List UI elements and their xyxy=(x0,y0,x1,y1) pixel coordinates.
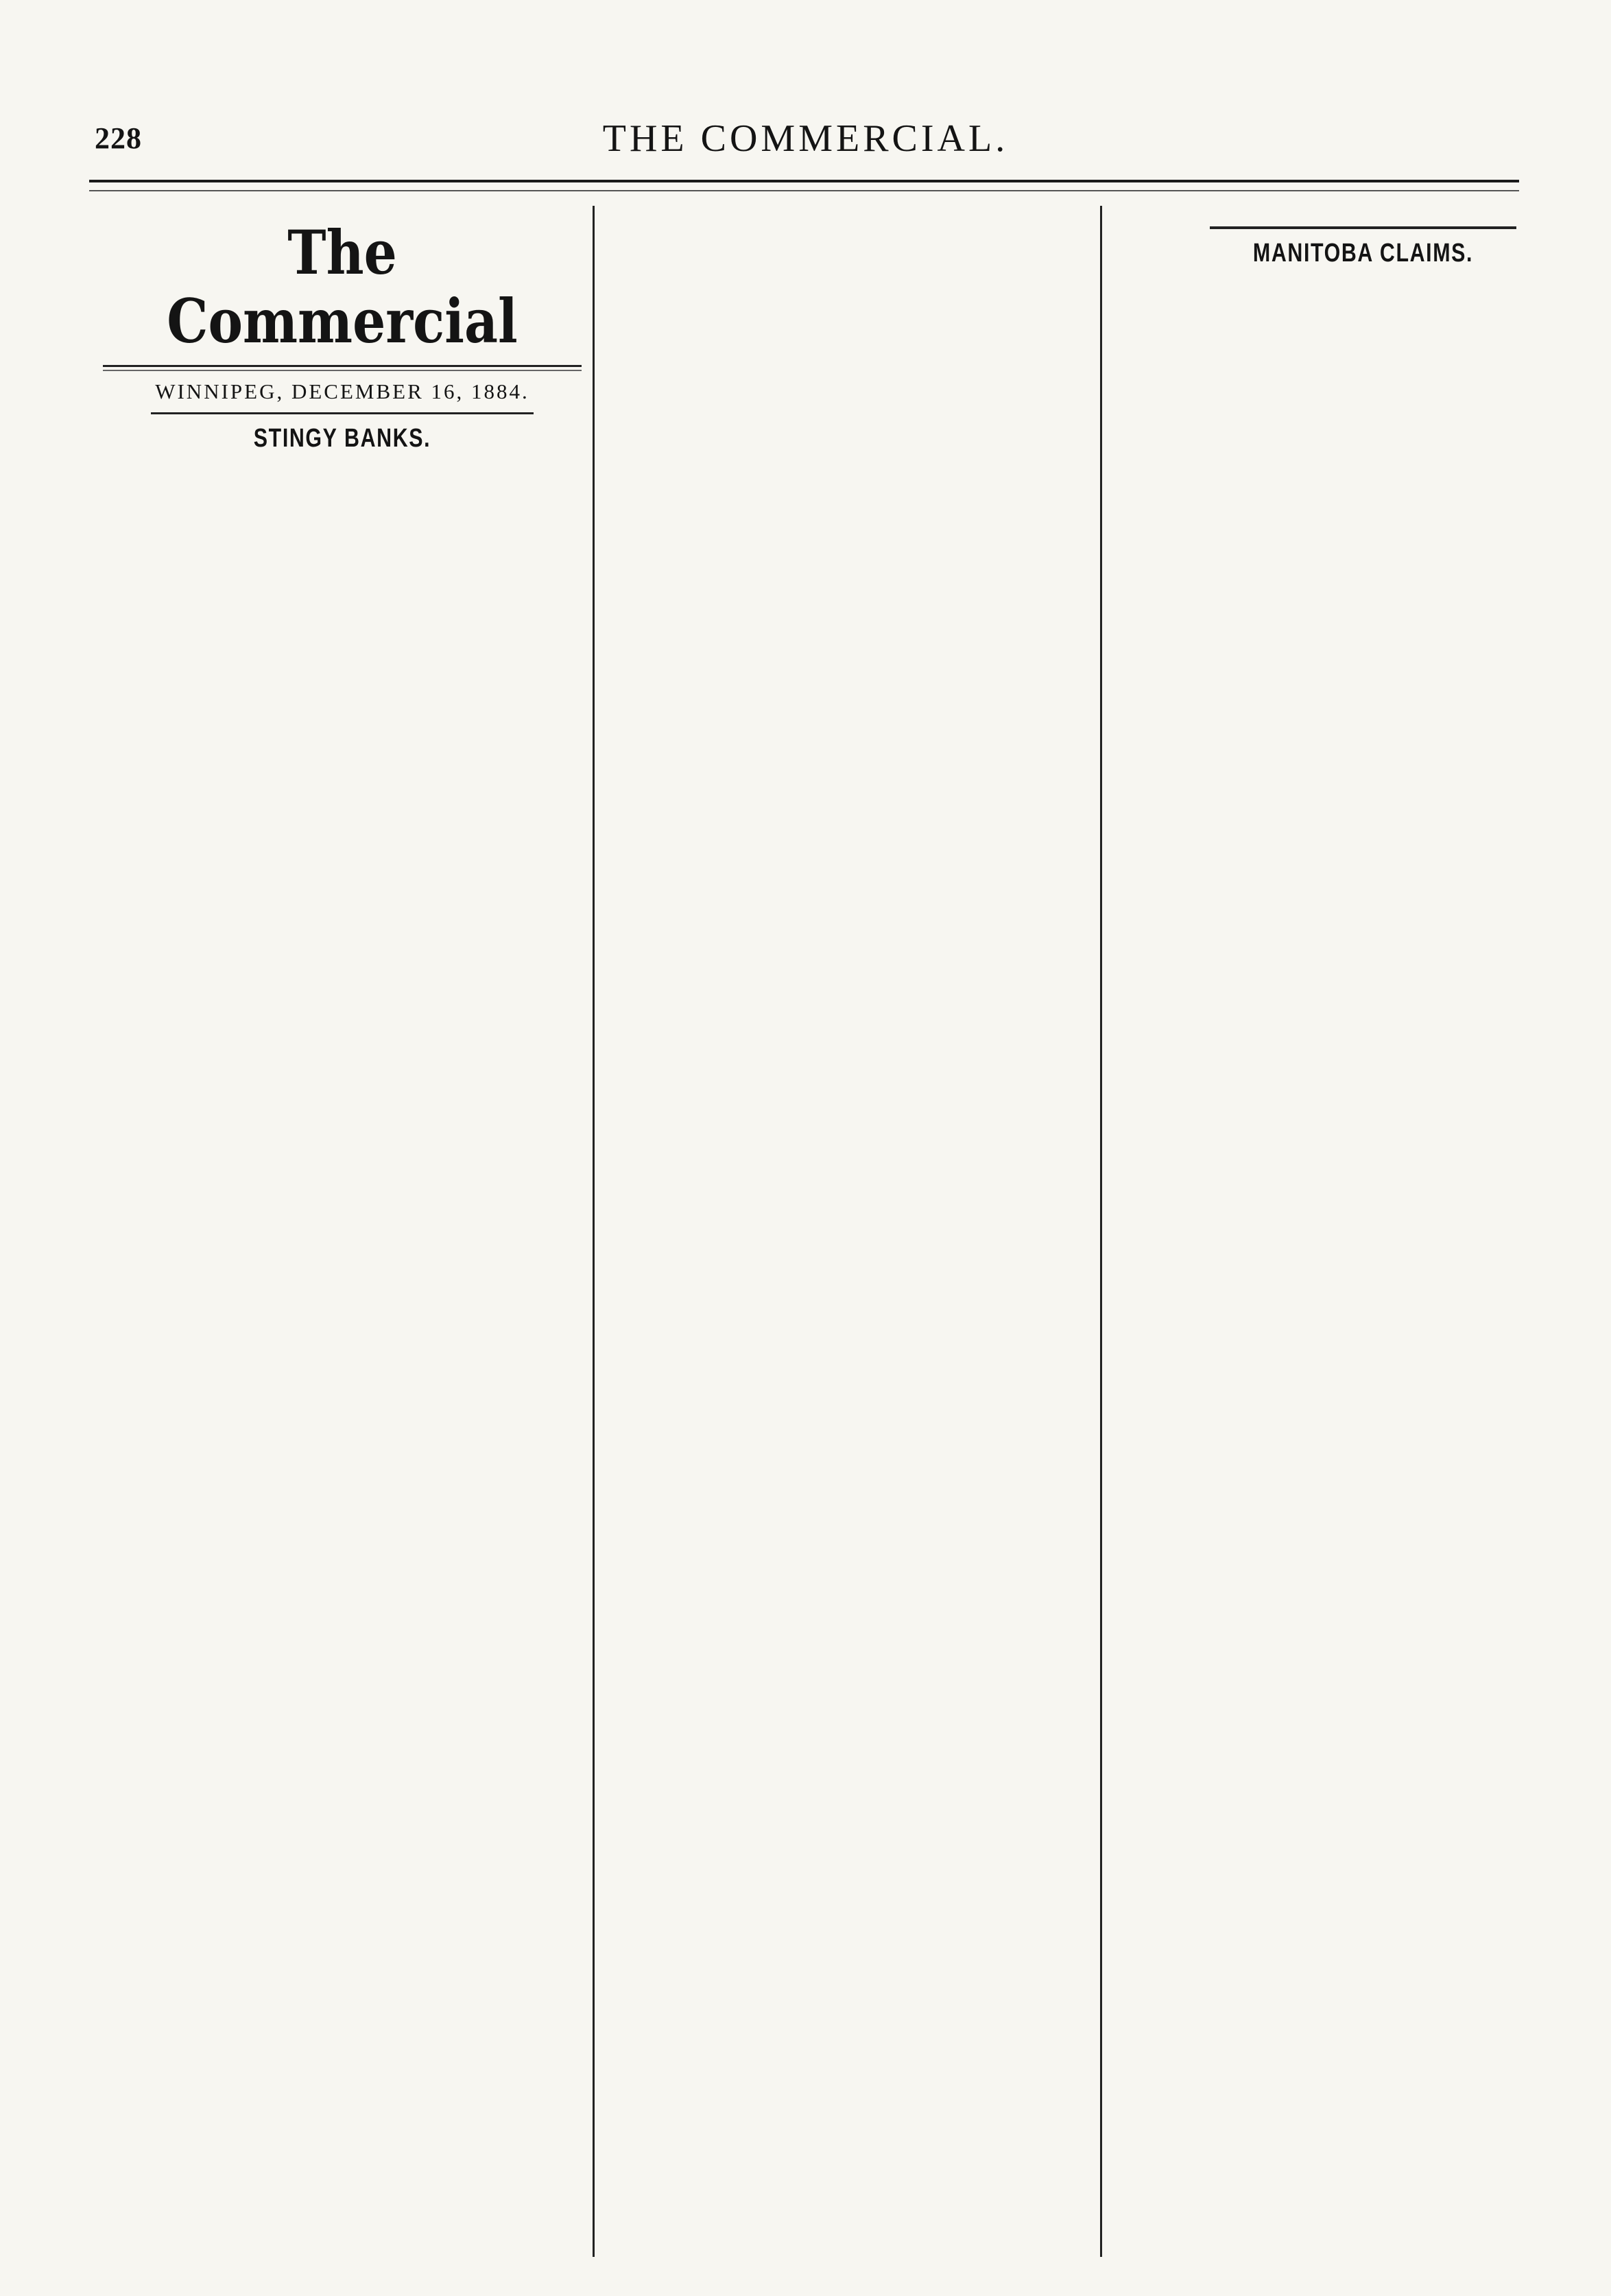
column-2 xyxy=(604,206,1097,2271)
article-separator-rule xyxy=(1210,226,1516,229)
header-rule xyxy=(89,180,1519,182)
column-1 xyxy=(103,206,582,2271)
article-headline: MANITOBA CLAIMS. xyxy=(1252,239,1474,268)
column-3 xyxy=(1108,206,1611,2271)
article-headline: STINGY BANKS. xyxy=(253,423,431,453)
masthead-rule xyxy=(103,365,582,367)
header-rule-thin xyxy=(89,190,1519,191)
masthead-rule-thin xyxy=(103,370,582,371)
dateline: WINNIPEG, DECEMBER 16, 1884. xyxy=(155,379,529,403)
column-rule xyxy=(593,206,595,2257)
masthead-title: The Commercial xyxy=(167,217,518,357)
running-head: THE COMMERCIAL. xyxy=(602,117,1009,160)
article-body xyxy=(1108,226,1611,269)
page-number: 228 xyxy=(95,121,142,155)
dateline-rule xyxy=(151,412,534,414)
column-rule xyxy=(1100,206,1102,2257)
